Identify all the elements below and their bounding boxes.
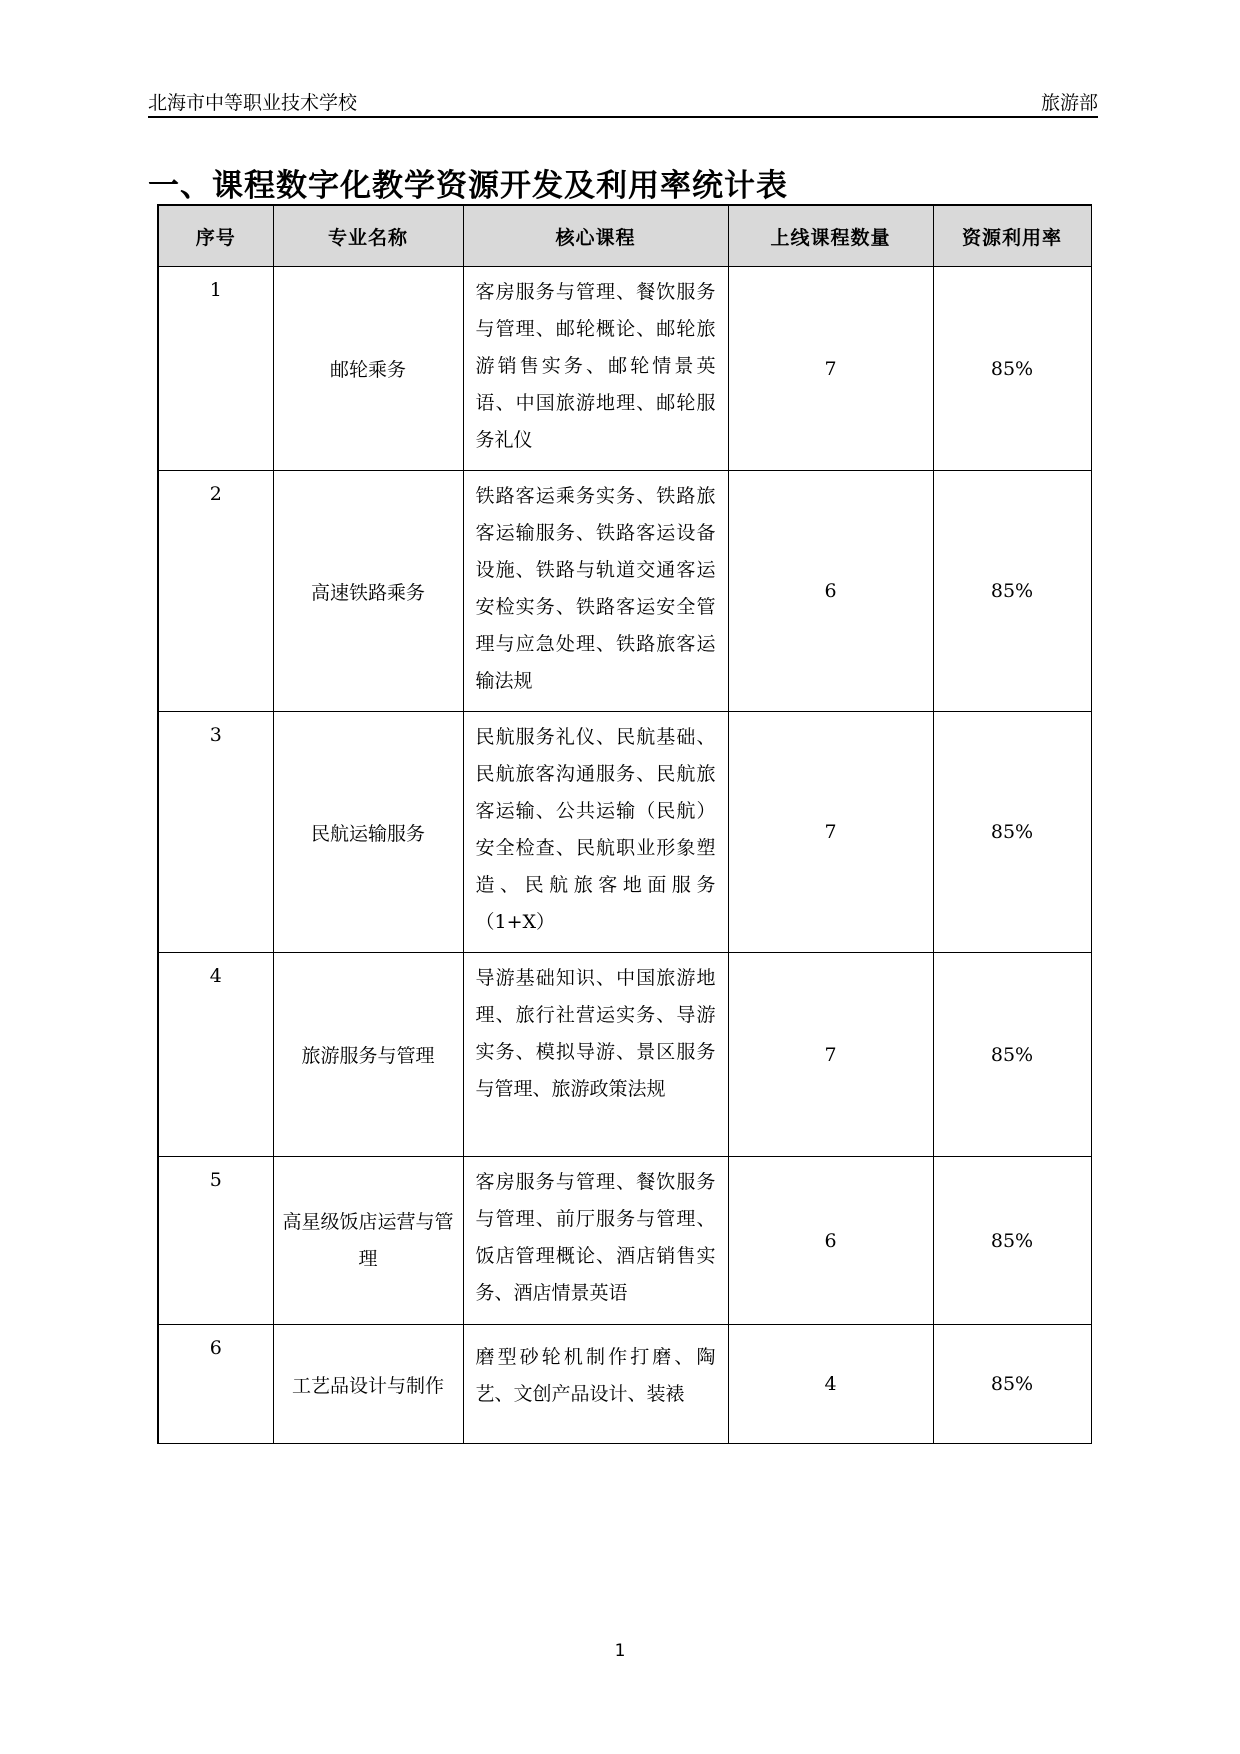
column-header-count: 上线课程数量: [728, 205, 933, 267]
core-courses: 磨型砂轮机制作打磨、陶艺、文创产品设计、装裱: [463, 1325, 728, 1444]
column-header-major: 专业名称: [273, 205, 463, 267]
major-name: 旅游服务与管理: [273, 953, 463, 1157]
row-number: 2: [158, 471, 273, 712]
major-name: 民航运输服务: [273, 712, 463, 953]
resource-utilization-rate: 85%: [933, 1325, 1091, 1444]
page-number: 1: [614, 1641, 626, 1661]
core-courses: 客房服务与管理、餐饮服务与管理、前厅服务与管理、饭店管理概论、酒店销售实务、酒店情景英语: [463, 1157, 728, 1325]
row-number: 6: [158, 1325, 273, 1444]
table-row: [158, 267, 1091, 471]
table-header-row: [158, 205, 1091, 267]
column-header-courses: 核心课程: [463, 205, 728, 267]
core-courses: 铁路客运乘务实务、铁路旅客运输服务、铁路客运设备设施、铁路与轨道交通客运安检实务、铁路客运安全管理与应急处理、铁路旅客运输法规: [463, 471, 728, 712]
column-header-no: 序号: [158, 205, 273, 267]
table-row: [158, 471, 1091, 712]
major-name: 工艺品设计与制作: [273, 1325, 463, 1444]
online-course-count: 7: [728, 267, 933, 471]
resource-utilization-rate: 85%: [933, 1157, 1091, 1325]
major-name: 高速铁路乘务: [273, 471, 463, 712]
resource-utilization-rate: 85%: [933, 953, 1091, 1157]
online-course-count: 7: [728, 953, 933, 1157]
core-courses: 导游基础知识、中国旅游地理、旅行社营运实务、导游实务、模拟导游、景区服务与管理、旅游政策法规: [463, 953, 728, 1157]
resource-utilization-rate: 85%: [933, 471, 1091, 712]
core-courses: 客房服务与管理、餐饮服务与管理、邮轮概论、邮轮旅游销售实务、邮轮情景英语、中国旅游地理、邮轮服务礼仪: [463, 267, 728, 471]
resource-utilization-rate: 85%: [933, 267, 1091, 471]
major-name: 高星级饭店运营与管理: [273, 1157, 463, 1325]
row-number: 5: [158, 1157, 273, 1325]
table-row: [158, 1325, 1091, 1444]
major-name: 邮轮乘务: [273, 267, 463, 471]
online-course-count: 6: [728, 471, 933, 712]
row-number: 3: [158, 712, 273, 953]
core-courses: 民航服务礼仪、民航基础、民航旅客沟通服务、民航旅客运输、公共运输（民航）安全检查、民航职业形象塑造、民航旅客地面服务（1+X）: [463, 712, 728, 953]
online-course-count: 7: [728, 712, 933, 953]
table-row: [158, 712, 1091, 953]
online-course-count: 4: [728, 1325, 933, 1444]
column-header-rate: 资源利用率: [933, 205, 1091, 267]
table-row: [158, 953, 1091, 1157]
row-number: 4: [158, 953, 273, 1157]
row-number: 1: [158, 267, 273, 471]
page-header: [148, 86, 1098, 118]
resource-utilization-rate: 85%: [933, 712, 1091, 953]
online-course-count: 6: [728, 1157, 933, 1325]
statistics-table: [157, 204, 1092, 1444]
page-title: 一、课程数字化教学资源开发及利用率统计表: [148, 168, 788, 204]
table-row: [158, 1157, 1091, 1325]
school-name: 北海市中等职业技术学校: [148, 92, 358, 114]
department-name: 旅游部: [1040, 92, 1098, 114]
